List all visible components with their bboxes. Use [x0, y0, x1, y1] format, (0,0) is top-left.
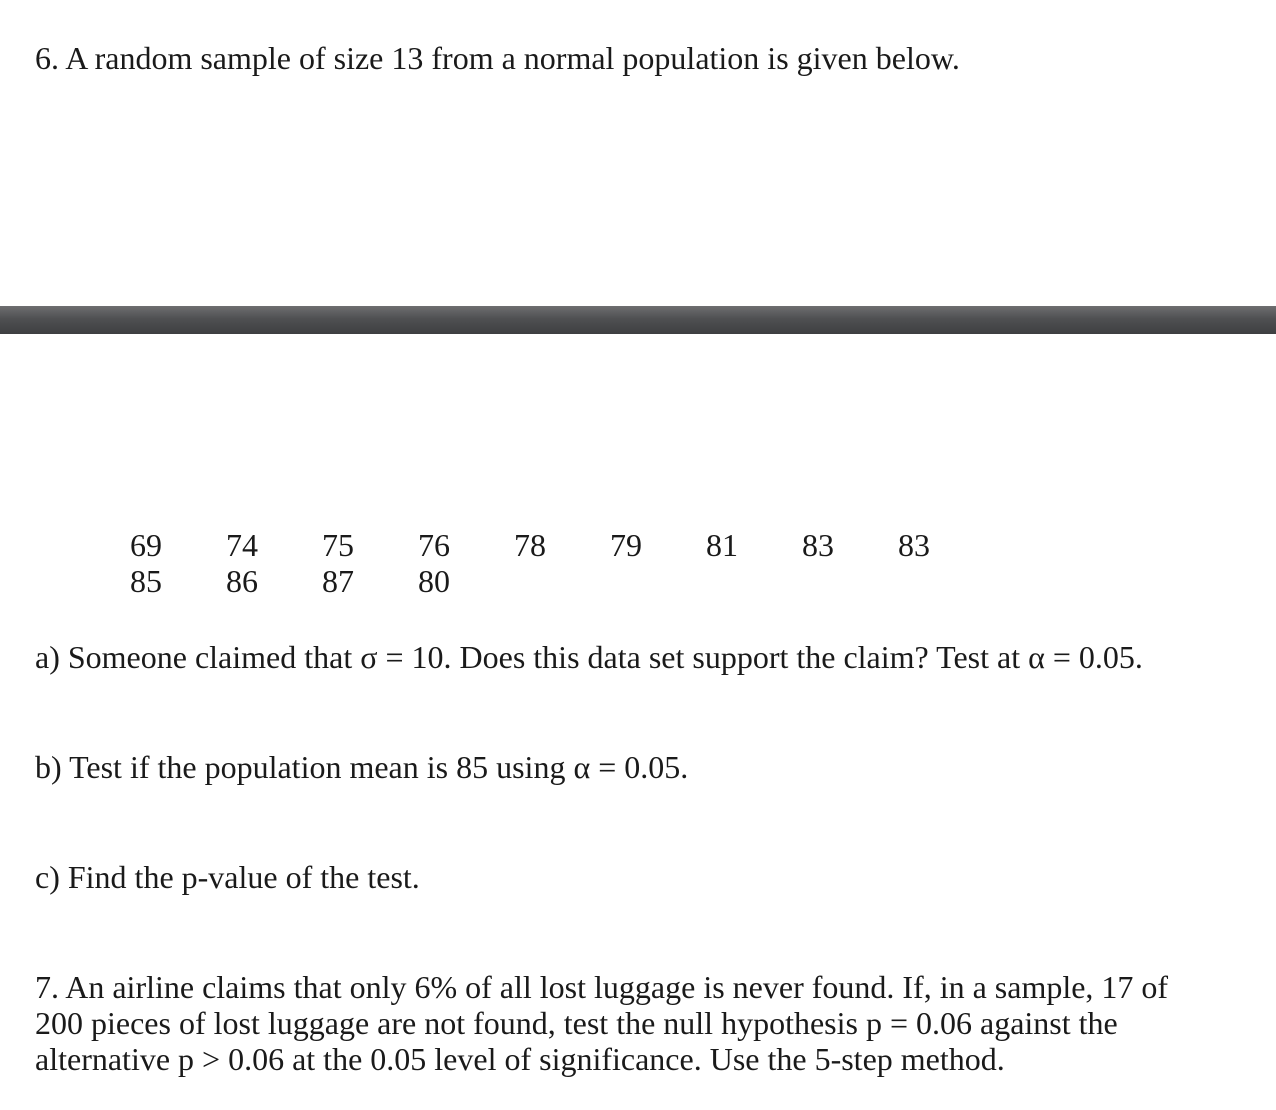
data-value: 80: [418, 563, 450, 599]
question-6-part-b: b) Test if the population mean is 85 using α = 0.05.: [35, 749, 689, 785]
data-value: 83: [898, 527, 930, 563]
data-value: 81: [706, 527, 738, 563]
question-6-part-a: a) Someone claimed that σ = 10. Does this data set support the claim? Test at α = 0.05.: [35, 639, 1143, 675]
question-6-part-c: c) Find the p-value of the test.: [35, 859, 420, 895]
data-value: 83: [802, 527, 834, 563]
data-value: 86: [226, 563, 258, 599]
question-7-line-1: 7. An airline claims that only 6% of all lost luggage is never found. If, in a sample, 17 of: [35, 969, 1169, 1005]
question-7-line-3: alternative p > 0.06 at the 0.05 level of significance. Use the 5-step method.: [35, 1041, 1005, 1077]
data-value: 74: [226, 527, 258, 563]
question-7: [35, 969, 1255, 1077]
data-value: 69: [130, 527, 162, 563]
data-value: 78: [514, 527, 546, 563]
divider-bar: [0, 306, 1276, 334]
data-value: 87: [322, 563, 354, 599]
data-value: 85: [130, 563, 162, 599]
question-7-line-2: 200 pieces of lost luggage are not found, test the null hypothesis p = 0.06 against the: [35, 1005, 1118, 1041]
question-6-intro: 6. A random sample of size 13 from a normal population is given below.: [35, 40, 960, 76]
data-value: 75: [322, 527, 354, 563]
data-value: 79: [610, 527, 642, 563]
data-value: 76: [418, 527, 450, 563]
